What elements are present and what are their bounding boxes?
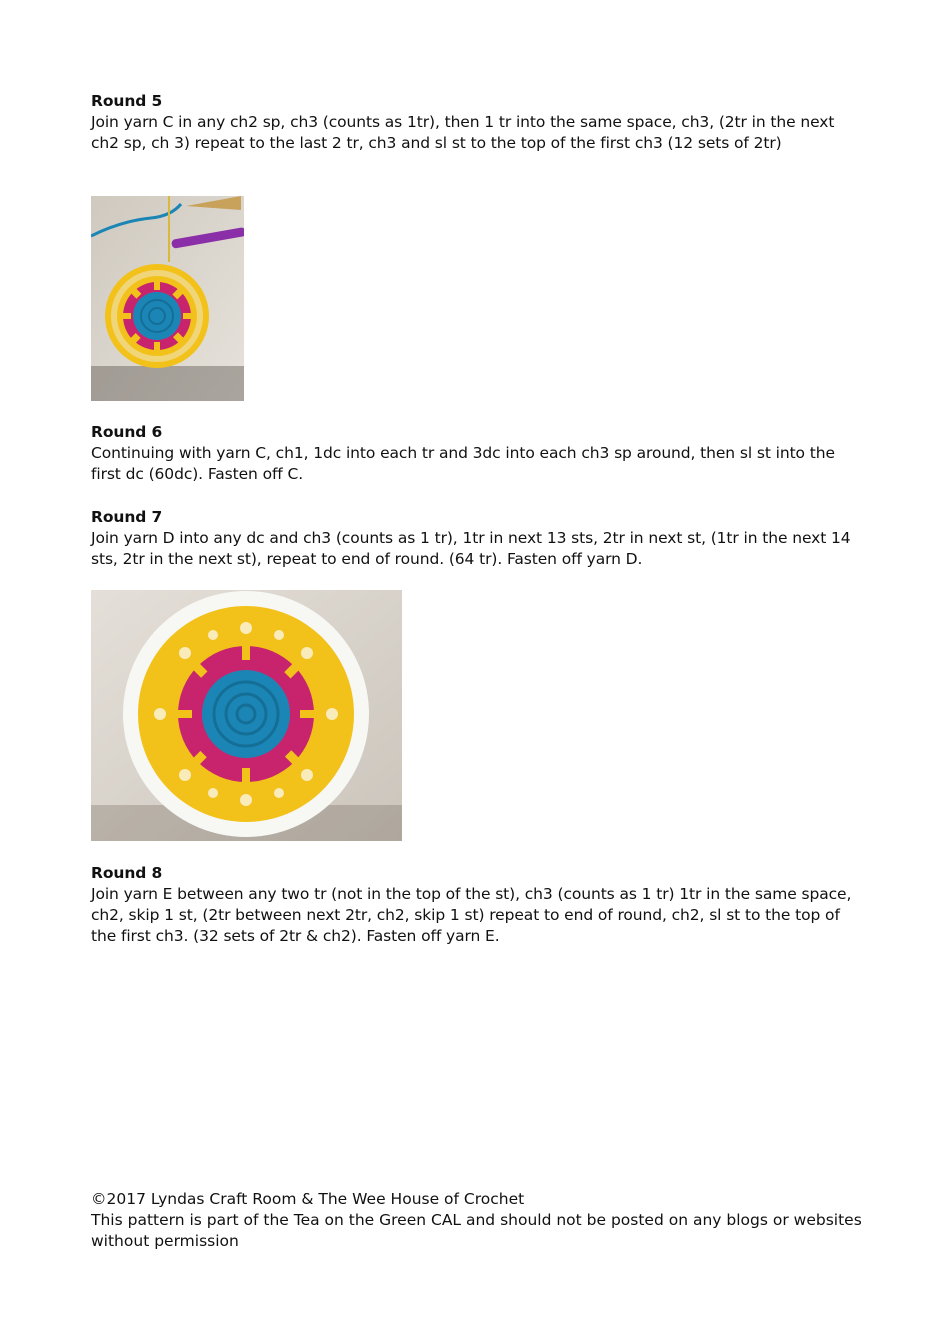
round-5-section (91, 91, 866, 154)
crochet-motif-round-5-icon (91, 196, 244, 401)
round-5-photo (91, 196, 244, 401)
round-5-heading: Round 5 (91, 92, 163, 110)
round-7-heading: Round 7 (91, 508, 163, 526)
round-6-instructions: Continuing with yarn C, ch1, 1dc into each tr and 3dc into each ch3 sp around, then sl st into the first dc (60dc). Fasten off C. (91, 444, 835, 483)
copyright-footer (91, 1189, 866, 1252)
copyright-line: ©2017 Lyndas Craft Room & The Wee House of Crochet (91, 1190, 525, 1208)
round-6-heading: Round 6 (91, 423, 163, 441)
crochet-motif-round-7-icon (91, 590, 402, 841)
round-7-section (91, 507, 866, 570)
round-6-section (91, 422, 866, 485)
round-7-instructions: Join yarn D into any dc and ch3 (counts as 1 tr), 1tr in next 13 sts, 2tr in next st, (1tr in the next 14 sts, 2tr in the next st), repeat to end of round. (64 tr). Fasten off yarn D. (91, 529, 851, 568)
permission-notice: This pattern is part of the Tea on the Green CAL and should not be posted on any blogs or websites without permission (91, 1211, 862, 1250)
round-7-photo (91, 590, 402, 841)
round-8-heading: Round 8 (91, 864, 163, 882)
round-5-instructions: Join yarn C in any ch2 sp, ch3 (counts as 1tr), then 1 tr into the same space, ch3, (2tr in the next ch2 sp, ch 3) repeat to the last 2 tr, ch3 and sl st to the top of the first ch3 (12 sets of 2tr) (91, 113, 835, 152)
round-8-section (91, 863, 866, 947)
round-8-instructions: Join yarn E between any two tr (not in the top of the st), ch3 (counts as 1 tr) 1tr in the same space, ch2, skip 1 st, (2tr between next 2tr, ch2, skip 1 st) repeat to end of round, ch2, sl st to the top of the first ch3. (32 sets of 2tr & ch2). Fasten off yarn E. (91, 885, 852, 945)
